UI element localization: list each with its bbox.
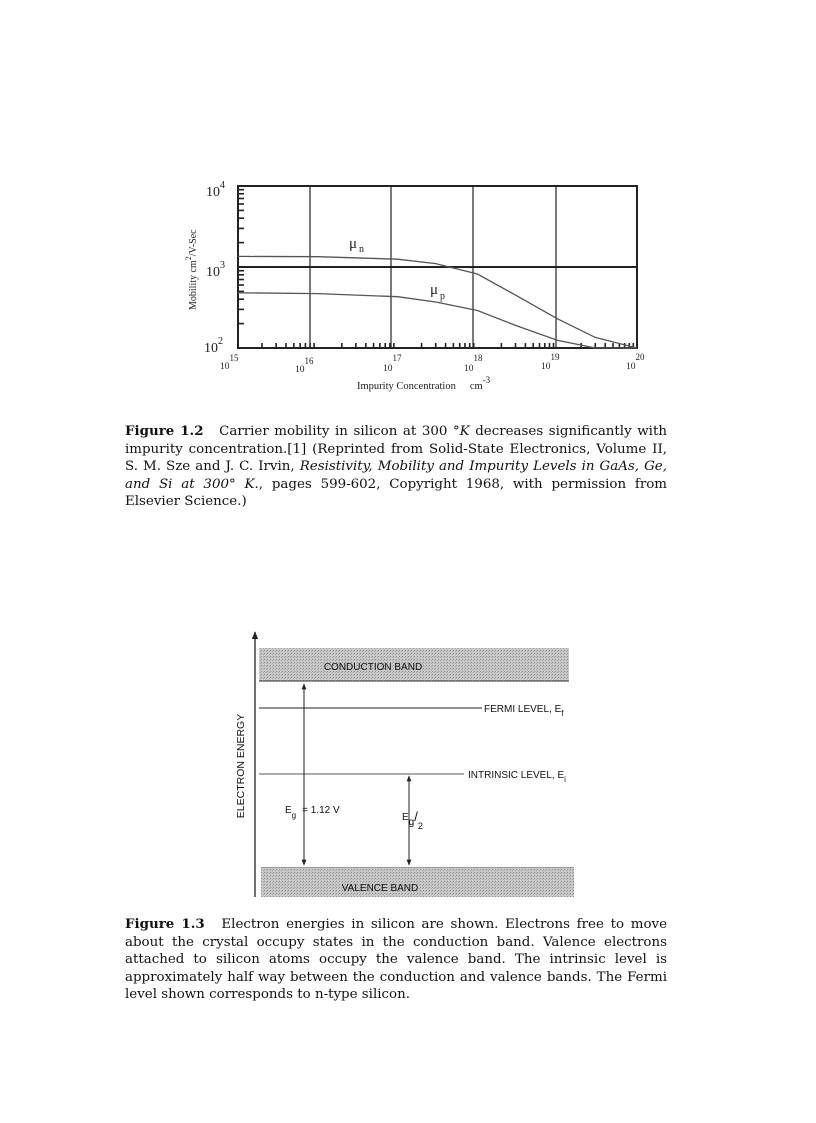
series-lines (238, 256, 637, 348)
intrinsic-level-label: INTRINSIC LEVEL, $E_i$ (468, 770, 566, 784)
valence-band-label: VALENCE BAND (341, 883, 419, 894)
fermi-level-label: FERMI LEVEL, $E_f$ (484, 704, 564, 718)
caption-text: Electron energies in silicon are shown. Electrons free to move about the crystal occupy states in the conduction band. Valence electrons attached to silicon atoms occupy the valence band. The intrinsic level is approximately half way between the conduction and valence bands. The Fermi level shown corresponds to n-type silicon. (125, 917, 667, 1003)
figure-1-3-label: Figure 1.3 (125, 916, 205, 932)
x-tick-label-10-16: 1016 (295, 356, 314, 375)
figure-1-2-label: Figure 1.2 (125, 423, 204, 439)
figure-1-3-caption (125, 916, 667, 1004)
caption-text-c: , pages 599-602, Copyright 1968, with permission from Elsevier Science.) (125, 476, 668, 510)
series-line-mu-p (238, 293, 637, 348)
y-tick-label-10-3: $10^3$ (206, 260, 225, 280)
y-axis-label: Mobility $cm^2/V$-Sec (184, 229, 199, 310)
series-label-mu-p: μ $_p$ (430, 282, 446, 302)
x-tick-label-10-15: 1015 (220, 353, 239, 372)
eg-label: $E_g = 1.12$ V (285, 805, 340, 820)
eg-half-label: Eg/2 (402, 809, 423, 831)
energy-band-diagram (0, 620, 816, 920)
x-axis-label: Impurity Concentration cm-3 (357, 375, 491, 392)
minor-ticks (238, 190, 633, 348)
y-tick-label-10-2: $10^2$ (204, 336, 223, 356)
x-tick-label-10-18: 1018 (464, 353, 483, 374)
caption-text-a: Carrier mobility in silicon at 300 (219, 424, 448, 439)
caption-temp-unit: °K (452, 424, 470, 439)
figure-1-2-caption (125, 423, 667, 511)
series-label-mu-n: μ $_n$ (349, 236, 365, 255)
caption-title-italic: Resistivity, Mobility and Impurity Levels in GaAs, Ge, and Si at 300° K. (125, 459, 667, 492)
x-tick-label-10-17: 1017 (383, 353, 402, 374)
y-tick-label-10-4: $10^4$ (206, 180, 225, 200)
mobility-chart (0, 0, 816, 420)
caption-text-b: decreases significantly with impurity concentration.[1] (Reprinted from Solid-State Electronics, Volume II, S. M. Sze and J. C. Irvin, (125, 424, 667, 475)
x-tick-label-10-19: 1019 (541, 352, 560, 372)
x-tick-label-10-20: 1020 (626, 352, 645, 372)
conduction-band-label: CONDUCTION BAND (323, 662, 423, 673)
electron-energy-label: ELECTRON ENERGY (235, 713, 247, 819)
